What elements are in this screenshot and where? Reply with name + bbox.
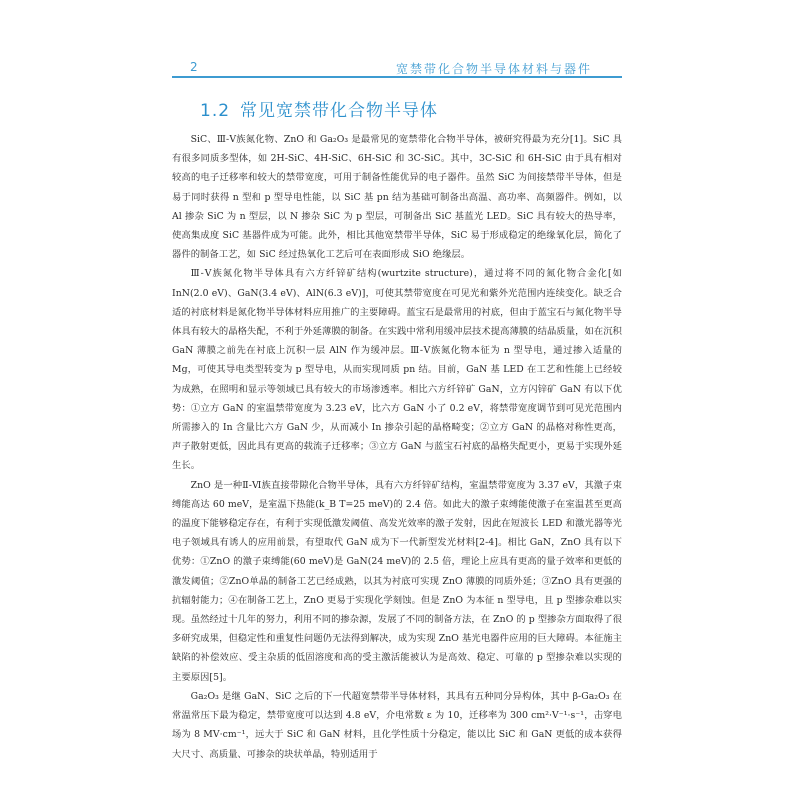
section-title: 常见宽禁带化合物半导体 (240, 101, 439, 121)
section-heading (200, 96, 438, 121)
running-title: 宽禁带化合物半导体材料与器件 (395, 62, 592, 76)
page-number: 2 (190, 60, 198, 74)
paragraph-zno: ZnO 是一种Ⅱ-Ⅵ族直接带隙化合物半导体，具有六方纤锌矿结构，室温禁带宽度为 3.37 eV，其激子束缚能高达 60 meV，是室温下热能(k_B T=25 meV)的 2.4 倍。如此大的激子束缚能使激子在室温甚至更高的温度下能够稳定存在，有利于实现低激发阈值、高发光效率的激子发射，因此在短波长 LED 和激光器等光电子领域具有诱人的应用前景，有望取代 GaN 成为下一代新型发光材料[2-4]。相比 GaN，ZnO 具有以下优势：①ZnO 的激子束缚能(60 meV)是 GaN(24 meV)的 2.5 倍，理论上应具有更高的量子效率和更低的激发阈值；②ZnO单晶的制备工艺已经成熟，以其为衬底可实现 ZnO 薄膜的同质外延；③ZnO 具有更强的抗辐射能力；④在制备工艺上，ZnO 更易于实现化学刻蚀。但是 ZnO 为本征 n 型导电，且 p 型掺杂难以实现。虽然经过十几年的努力，利用不同的掺杂源，发展了不同的制备方法，在 ZnO 的 p 型掺杂方面取得了很多研究成果，但稳定性和重复性问题仍无法得到解决，成为实现 ZnO 基光电器件应用的巨大障碍。本征施主缺陷的补偿效应、受主杂质的低固溶度和高的受主激活能被认为是高效、稳定、可靠的 p 型掺杂难以实现的主要原因[5]。 (172, 479, 622, 683)
page-header (172, 58, 622, 80)
paragraph-nitride: Ⅲ-Ⅴ族氮化物半导体具有六方纤锌矿结构(wurtzite structure)，通过将不同的氮化物合金化[如 InN(2.0 eV)、GaN(3.4 eV)、AlN(6.3 eV)]，可使其禁带宽度在可见光和紫外光范围内连续变化。缺乏合适的衬底材料是氮化物半导体材料应用推广的主要障碍。蓝宝石是最常用的衬底，但由于蓝宝石与氮化物半导体具有较大的晶格失配，不利于外延薄膜的制备。在实践中常利用缓冲层技术提高薄膜的结晶质量，如在沉积 GaN 薄膜之前先在衬底上沉积一层 AlN 作为缓冲层。Ⅲ-Ⅴ族氮化物本征为 n 型导电，通过掺入适量的 Mg，可使其导电类型转变为 p 型导电，从而实现同质 pn 结。目前，GaN 基 LED 在工艺和性能上已经较为成熟，在照明和显示等领域已具有较大的市场渗透率。相比六方纤锌矿 GaN，立方闪锌矿 GaN 有以下优势：①立方 GaN 的室温禁带宽度为 3.23 eV，比六方 GaN 小了 0.2 eV，将禁带宽度调节到可见光范围内所需掺入的 In 含量比六方 GaN 少，从而减小 In 掺杂引起的晶格畸变；②立方 GaN 的晶格对称性更高，声子散射更低，因此具有更高的载流子迁移率；③立方 GaN 与蓝宝石衬底的晶格失配更小，更易于实现外延生长。 (172, 268, 622, 472)
section-number: 1.2 (200, 101, 231, 121)
header-rule (172, 76, 622, 78)
paragraph-ga2o3: Ga₂O₃ 是继 GaN、SiC 之后的下一代超宽禁带半导体材料，其具有五种同分异构体，其中 β-Ga₂O₃ 在常温常压下最为稳定，禁带宽度可以达到 4.8 eV，介电常数 ε 为 10，迁移率为 300 cm²·V⁻¹·s⁻¹，击穿电场为 8 MV·cm⁻¹，远大于 SiC 和 GaN 材料，且化学性质十分稳定，能以比 SiC 和 GaN 更低的成本获得大尺寸、高质量、可掺杂的块状单晶，特别适用于 (172, 690, 622, 760)
paragraph-sic: SiC、Ⅲ-Ⅴ族氮化物、ZnO 和 Ga₂O₃ 是最常见的宽禁带化合物半导体，被研究得最为充分[1]。SiC 具有很多同质多型体，如 2H-SiC、4H-SiC、6H-SiC 和 3C-SiC。其中，3C-SiC 和 6H-SiC 由于具有相对较高的电子迁移率和较大的禁带宽度，可用于制备性能优异的电子器件。虽然 SiC 为间接禁带半导体，但是易于同时获得 n 型和 p 型导电性能，以 SiC 基 pn 结为基础可制备出高温、高功率、高频器件。例如，以 Al 掺杂 SiC 为 n 型层，以 N 掺杂 SiC 为 p 型层，可制备出 SiC 基蓝光 LED。SiC 具有较大的热导率，使高集成度 SiC 基器件成为可能。此外，相比其他宽禁带半导体，SiC 易于形成稳定的绝缘氧化层，简化了器件的制备工艺，如 SiC 经过热氧化工艺后可在表面形成 SiO 绝缘层。 (172, 134, 622, 261)
body-text (172, 130, 622, 764)
